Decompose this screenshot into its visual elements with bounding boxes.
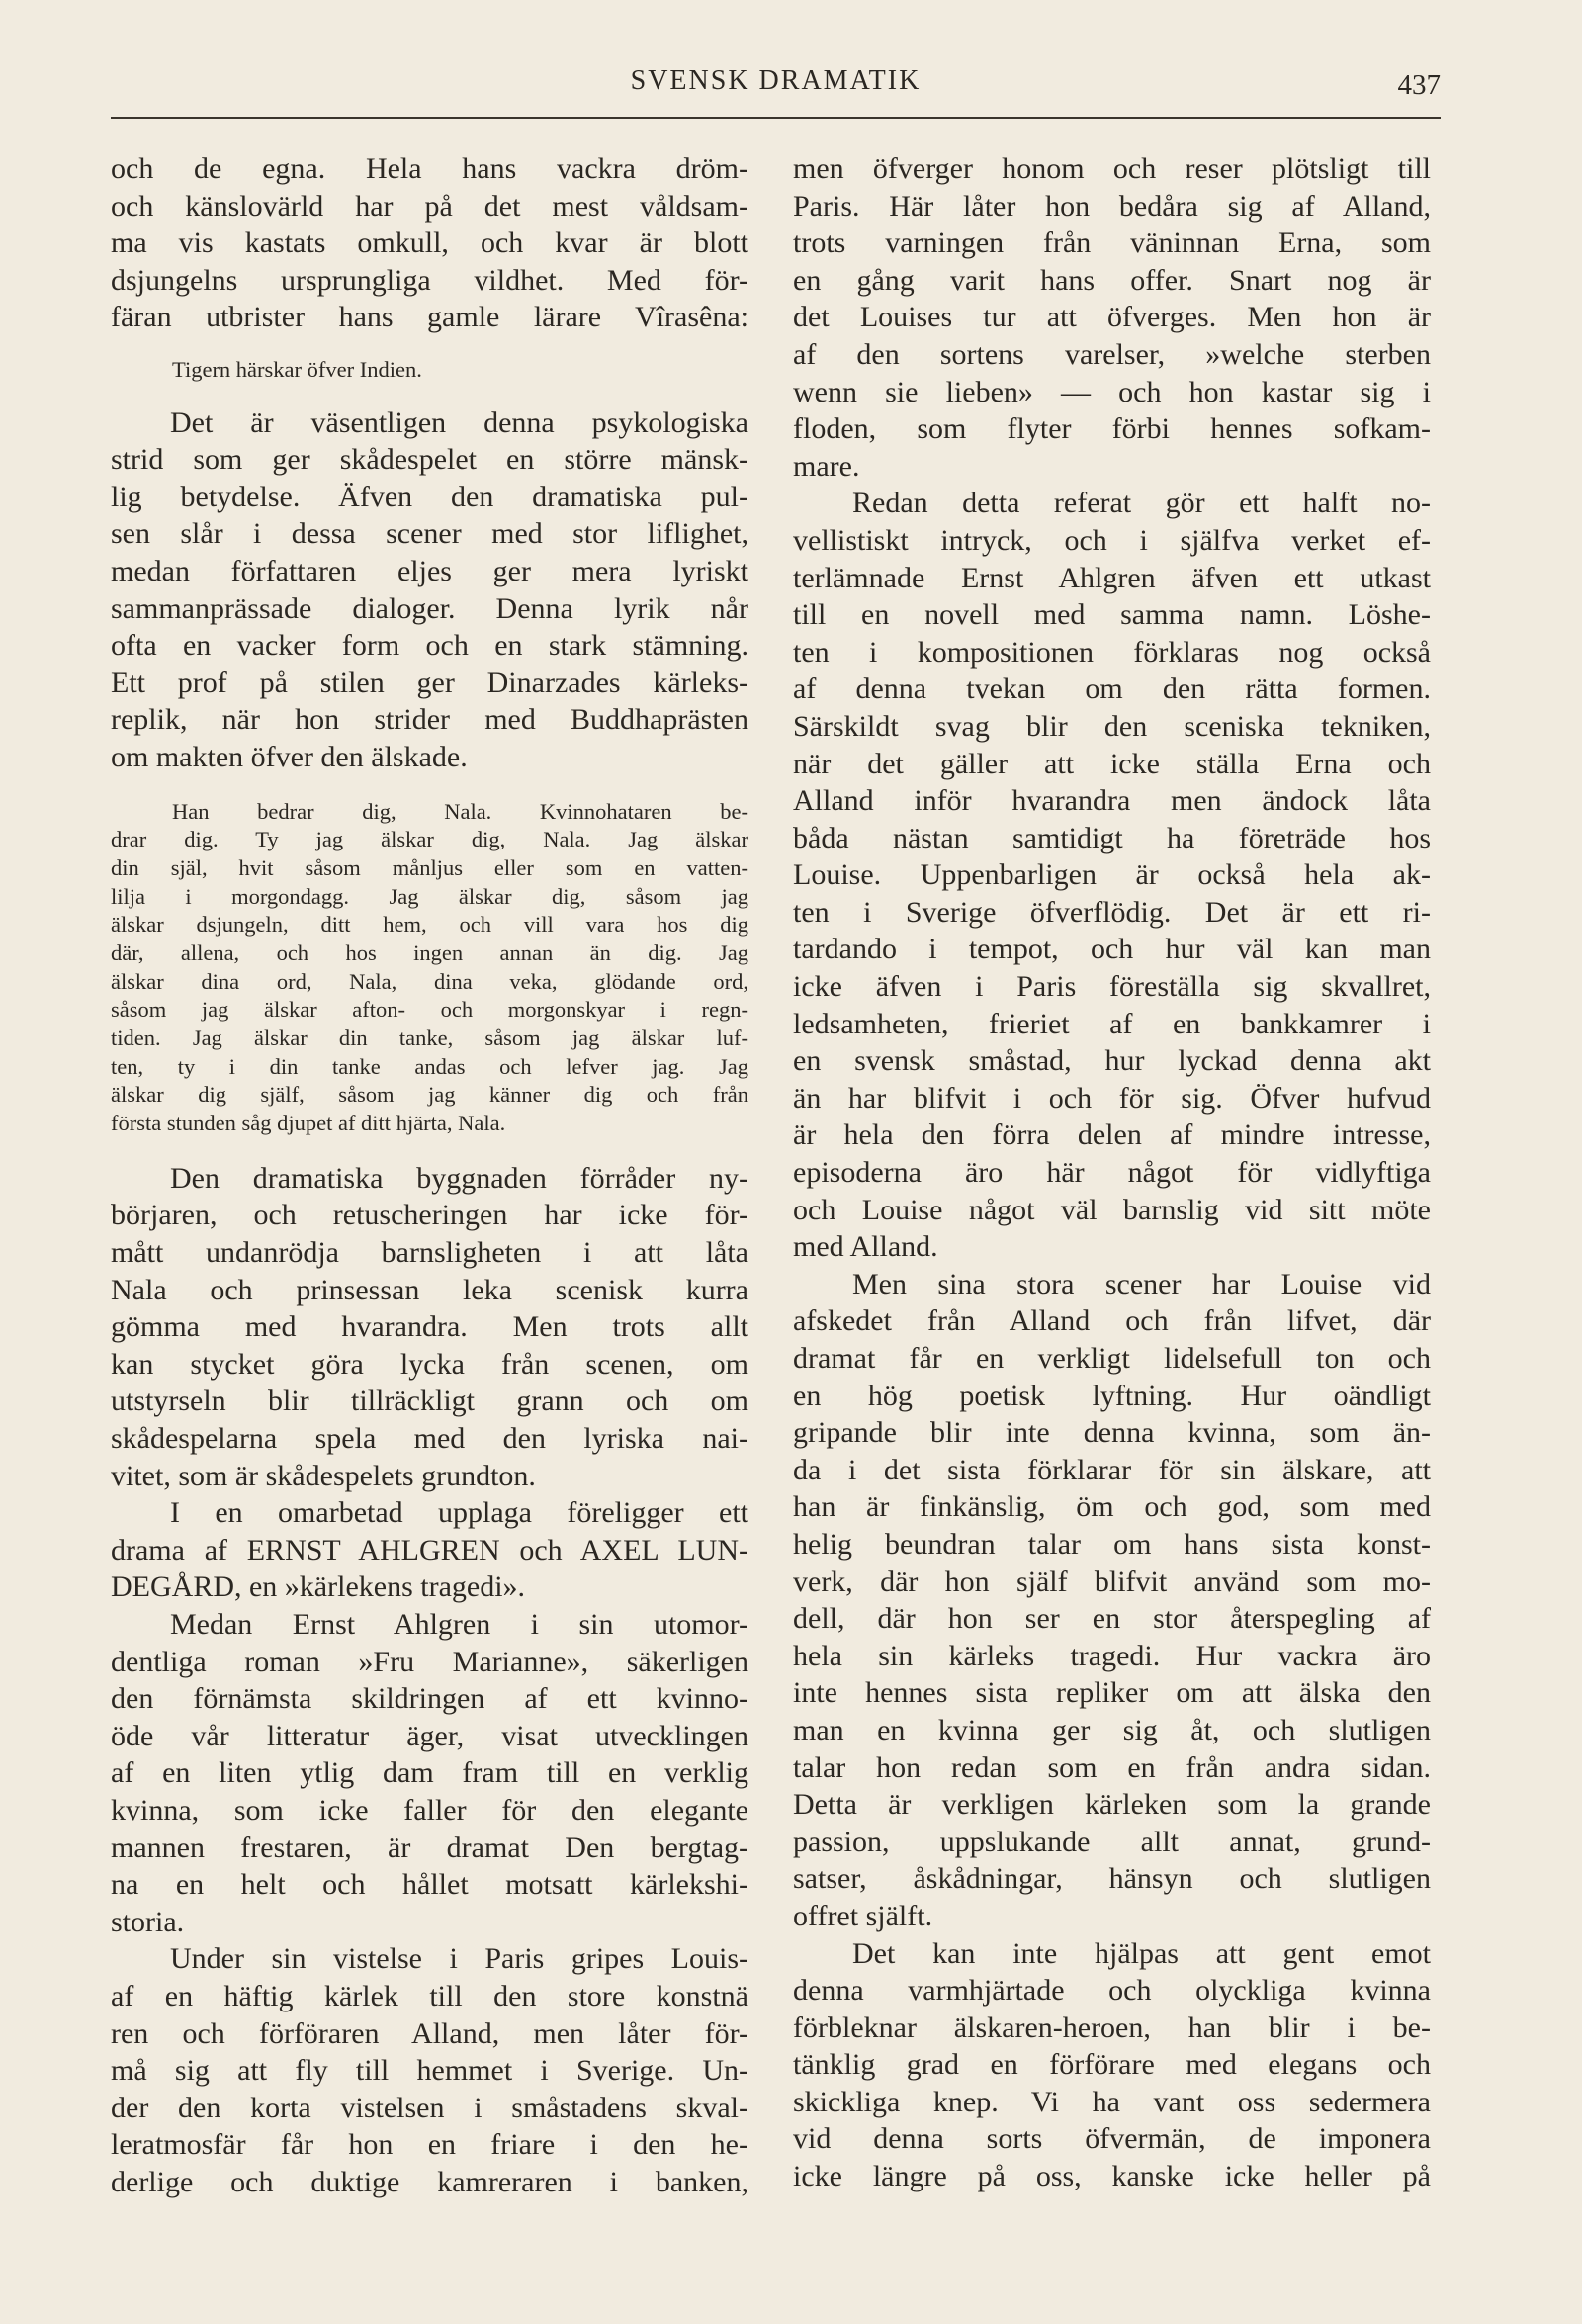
text-line: förbleknar älskaren-heroen, han blir i be- [793,2011,1431,2044]
text-line: är hela den förra delen af mindre intresse, [793,1118,1431,1152]
text-line: lilja i morgondagg. Jag älskar dig, såsom jag [111,883,748,909]
text-line: af en häftig kärlek till den store konstnä [111,1979,748,2012]
text-line: mått undanrödja barnsligheten i att låta [111,1236,748,1270]
text-line: till en novell med samma namn. Löshe- [793,598,1431,632]
text-line: verk, där hon själf blifvit använd som mo- [793,1564,1431,1598]
text-line: din själ, hvit såsom månljus eller som en vatten- [111,854,748,880]
text-line: Ett prof på stilen ger Dinarzades kärleks- [111,666,748,699]
text-line: na en helt och hållet motsatt kärlekshi- [111,1868,748,1902]
text-line: drama af ERNST AHLGREN och AXEL LUN- [111,1533,748,1566]
running-title: SVENSK DRAMATIK [630,65,922,96]
text-line: öde vår litteratur äger, visat utvecklingen [111,1719,748,1752]
text-line: Redan detta referat gör ett halft no- [852,487,1431,520]
text-line: en hög poetisk lyftning. Hur oändligt [793,1379,1431,1412]
text-line: gripande blir inte denna kvinna, som än- [793,1416,1431,1450]
page-header [111,65,1441,109]
text-line: af den sortens varelser, »welche sterben [793,337,1431,371]
page-number: 437 [1397,69,1441,101]
text-line: ren och förföraren Alland, men låter för- [111,2016,748,2050]
text-line: tänklig grad en förförare med elegans och [793,2048,1431,2082]
text-line: icke äfven i Paris föreställa sig skvallret, [793,970,1431,1004]
text-line: mannen frestaren, är dramat Den bergtag- [111,1831,748,1864]
text-line: såsom jag älskar afton- och morgonskyar i regn- [111,997,748,1023]
text-line: det Louises tur att öfverges. Men hon är [793,301,1431,334]
text-line: kan stycket göra lycka från scenen, om [111,1347,748,1381]
text-line: mare. [793,449,860,483]
text-line: men öfverger honom och reser plötsligt till [793,152,1431,185]
text-line: leratmosfär får hon en friare i den he- [111,2128,748,2162]
spacer [111,776,748,798]
spacer [111,336,748,356]
text-line: ten, ty i din tanke andas och lefver jag. Jag [111,1053,748,1079]
text-line: ten i kompositionen förklaras nog också [793,635,1431,669]
text-line: skickliga knep. Vi ha vant oss sedermera [793,2085,1431,2118]
text-line: Den dramatiska byggnaden förråder ny- [170,1161,748,1195]
text-line: med Alland. [793,1230,938,1264]
text-line: vid denna sorts öfvermän, de imponera [793,2122,1431,2156]
text-line: sen slår i dessa scener med stor liflighet, [111,517,748,551]
text-line: kvinna, som icke faller för den elegante [111,1793,748,1827]
text-line: Det är väsentligen denna psykologiska [170,405,748,439]
text-line: ledsamheten, frieriet af en bankkamrer i [793,1007,1431,1040]
text-line: Under sin vistelse i Paris gripes Louis- [170,1942,748,1976]
text-line: börjaren, och retuscheringen har icke för- [111,1199,748,1232]
text-line: må sig att fly till hemmet i Sverige. Un- [111,2054,748,2088]
text-line: storia. [111,1905,185,1938]
text-line: Det kan inte hjälpas att gent emot [852,1936,1431,1970]
text-line: dentliga roman »Fru Marianne», säkerligen [111,1645,748,1678]
text-line: passion, uppslukande allt annat, grund- [793,1825,1431,1858]
text-line: älskar dsjungeln, ditt hem, och vill vara hos dig [111,912,748,938]
text-line: Särskildt svag blir den sceniska tekniken, [793,709,1431,743]
text-line: drar dig. Ty jag älskar dig, Nala. Jag älskar [111,827,748,852]
text-line: en svensk småstad, hur lyckad denna akt [793,1044,1431,1078]
text-line: talar hon redan som en från andra sidan. [793,1750,1431,1784]
text-line: hela sin kärleks tragedi. Hur vackra äro [793,1639,1431,1672]
text-line: tardando i tempot, och hur väl kan man [793,933,1431,966]
text-line: dramat får en verkligt lidelsefull ton och [793,1342,1431,1375]
text-line: der den korta vistelsen i småstadens skval- [111,2091,748,2124]
text-line: offret själft. [793,1899,933,1932]
text-line: ten i Sverige öfverflödig. Det är ett ri- [793,895,1431,929]
text-line: han är finkänslig, öm och god, som med [793,1490,1431,1524]
text-line: vitet, som är skådespelets grundton. [111,1459,536,1492]
text-line: Nala och prinsessan leka scenisk kurra [111,1273,748,1306]
text-line: än har blifvit i och för sig. Öfver hufvud [793,1081,1431,1115]
spacer [111,385,748,404]
text-line: medan författaren eljes ger mera lyriskt [111,555,748,588]
text-line: när det gäller att icke ställa Erna och [793,747,1431,780]
text-line: helig beundran talar om hans sista konst- [793,1527,1431,1561]
text-line: utstyrseln blir tillräckligt grann och om [111,1385,748,1418]
text-line: DEGÅRD, en »kärlekens tragedi». [111,1570,526,1604]
text-line: floden, som flyter förbi hennes sofkam- [793,412,1431,446]
text-line: båda nästan samtidigt ha företräde hos [793,821,1431,854]
text-line: skådespelarna spela med den lyriska nai- [111,1422,748,1455]
text-line: Paris. Här låter hon bedåra sig af Alland, [793,189,1431,223]
text-line: afskedet från Alland och från lifvet, där [793,1304,1431,1338]
text-line: trots varningen från väninnan Erna, som [793,226,1431,260]
text-line: älskar dig själf, såsom jag känner dig och från [111,1082,748,1108]
text-line: ofta en vacker form och en stark stämning. [111,629,748,663]
text-line: gömma med hvarandra. Men trots allt [111,1310,748,1344]
text-line: wenn sie lieben» — och hon kastar sig i [793,375,1431,408]
text-line: strid som ger skådespelet en större mänsk- [111,443,748,477]
text-line: Tigern härskar öfver Indien. [172,356,422,382]
text-line: ma vis kastats omkull, och kvar är blott [111,226,748,260]
text-line: vellistiskt intryck, och i själfva verket ef- [793,523,1431,557]
text-line: Medan Ernst Ahlgren i sin utomor- [170,1607,748,1641]
text-line: Men sina stora scener har Louise vid [852,1267,1431,1300]
text-line: satser, åskådningar, hänsyn och slutligen [793,1862,1431,1896]
text-line: och de egna. Hela hans vackra dröm- [111,152,748,185]
right-column [793,150,1431,2195]
text-line: första stunden såg djupet af ditt hjärta, Nala. [111,1111,506,1136]
text-line: Han bedrar dig, Nala. Kvinnohataren be- [172,798,748,824]
text-line: af denna tvekan om den rätta formen. [793,672,1431,706]
text-line: Alland inför hvarandra men ändock låta [793,784,1431,818]
text-line: och känslovärld har på det mest våldsam- [111,189,748,223]
left-column [111,150,748,2200]
text-line: icke längre på oss, kanske icke heller på [793,2160,1431,2193]
text-line: inte hennes sista repliker om att älska den [793,1676,1431,1710]
text-line: Louise. Uppenbarligen är också hela ak- [793,858,1431,892]
spacer [111,1138,748,1160]
header-rule [111,117,1441,119]
text-line: om makten öfver den älskade. [111,741,468,773]
text-line: da i det sista förklarar för sin älskare, att [793,1453,1431,1486]
text-line: Detta är verkligen kärleken som la grande [793,1788,1431,1822]
text-line: replik, när hon strider med Buddhaprästen [111,703,748,737]
text-line: lig betydelse. Äfven den dramatiska pul- [111,480,748,513]
text-line: där, allena, och hos ingen annan än dig. Jag [111,940,748,966]
text-line: I en omarbetad upplaga föreligger ett [170,1496,748,1530]
text-line: af en liten ytlig dam fram till en verklig [111,1756,748,1790]
text-line: dsjungelns ursprungliga vildhet. Med för- [111,263,748,297]
text-line: terlämnade Ernst Ahlgren äfven ett utkast [793,561,1431,594]
text-line: dell, där hon ser en stor återspegling af [793,1602,1431,1636]
text-line: tiden. Jag älskar din tanke, såsom jag älskar luf- [111,1026,748,1051]
text-line: den förnämsta skildringen af ett kvinno- [111,1682,748,1716]
text-line: älskar dina ord, Nala, dina veka, glödande ord, [111,968,748,994]
text-line: man en kvinna ger sig åt, och slutligen [793,1713,1431,1746]
text-line: denna varmhjärtade och olyckliga kvinna [793,1974,1431,2008]
text-line: derlige och duktige kamreraren i banken, [111,2165,748,2198]
text-line: episoderna äro här något för vidlyftiga [793,1156,1431,1190]
text-line: en gång varit hans offer. Snart nog är [793,263,1431,297]
text-line: sammanprässade dialoger. Denna lyrik når [111,591,748,625]
text-line: färan utbrister hans gamle lärare Vîrasêna: [111,301,748,334]
text-line: och Louise något väl barnslig vid sitt möte [793,1193,1431,1226]
